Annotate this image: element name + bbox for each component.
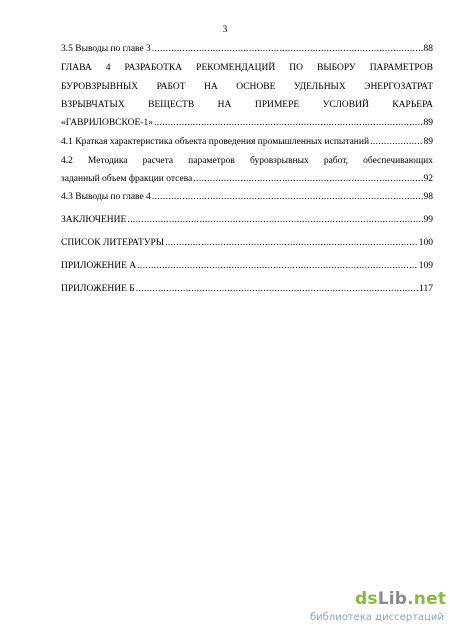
toc-leader-dots [154,117,423,129]
logo-lib-part: Lib [377,589,408,609]
toc-entry-title: ПРИЛОЖЕНИЕ А [61,261,137,271]
toc-entry-title: заданный объем фракции отсева [61,174,193,184]
chapter-4-heading-line-3: ВЗРЫВЧАТЫХ ВЕЩЕСТВ НА ПРИМЕРЕ УСЛОВИЙ КАРЬЕРА [61,100,433,110]
toc-leader-dots [193,173,422,185]
toc-entry-page: 99 [423,215,433,225]
dslib-watermark-subtitle: библиотека диссертаций [310,612,444,623]
toc-entry-title: «ГАВРИЛОВСКОЕ-1» [61,118,153,128]
logo-ds-part: ds [355,589,378,609]
toc-entry-title: 4.1 Краткая характеристика объекта проведения промышленных испытаний [61,137,370,147]
toc-leader-dots [165,237,418,249]
toc-leader-dots [152,191,423,203]
toc-entry-page: 89 [423,137,433,147]
toc-entry-page: 117 [419,284,433,294]
toc-leader-dots [136,283,418,295]
toc-entry-title: ПРИЛОЖЕНИЕ Б [61,284,135,294]
toc-entry-page: 109 [418,261,433,271]
toc-entry-title: 4.3 Выводы по главе 4 [61,192,151,202]
toc-entry-title: СПИСОК ЛИТЕРАТУРЫ [61,238,165,248]
toc-entry-title: 3.5 Выводы по главе 3 [61,44,151,54]
toc-entry-page: 100 [418,238,433,248]
dslib-watermark-logo [355,589,446,609]
toc-entry-page: 98 [423,192,433,202]
toc-entry-4-3 [61,191,433,203]
toc-leader-dots [137,260,418,272]
toc-leader-dots [370,136,422,148]
chapter-4-heading-line-2: БУРОВЗРЫВНЫХ РАБОТ НА ОСНОВЕ УДЕЛЬНЫХ ЭНЕРГОЗАТРАТ [61,82,433,92]
toc-entry-page: 88 [423,44,433,54]
toc-entry-appendix-b [61,283,433,295]
page-number: 3 [222,25,228,35]
toc-leader-dots [127,214,422,226]
toc-entry-appendix-a [61,260,433,272]
toc-entry-title: ЗАКЛЮЧЕНИЕ [61,215,127,225]
logo-ds [355,589,407,609]
toc-entry-conclusion [61,214,433,226]
toc-entry-page: 89 [423,118,433,128]
toc-entry-4-2 [61,173,433,185]
chapter-4-heading-line-1: ГЛАВА 4 РАЗРАБОТКА РЕКОМЕНДАЦИЙ ПО ВЫБОРУ ПАРАМЕТРОВ [61,63,433,73]
toc-entry-references [61,237,433,249]
toc-entry-4-1 [61,136,433,148]
toc-entry-4-2-line-1: 4.2 Методика расчета параметров буровзрывных работ, обеспечивающих [61,156,433,166]
toc-entry-3-5 [61,43,433,55]
logo-net: .net [407,589,447,609]
toc-entry-chapter-4 [61,117,433,129]
toc-entry-page: 92 [423,174,433,184]
toc-leader-dots [152,43,423,55]
